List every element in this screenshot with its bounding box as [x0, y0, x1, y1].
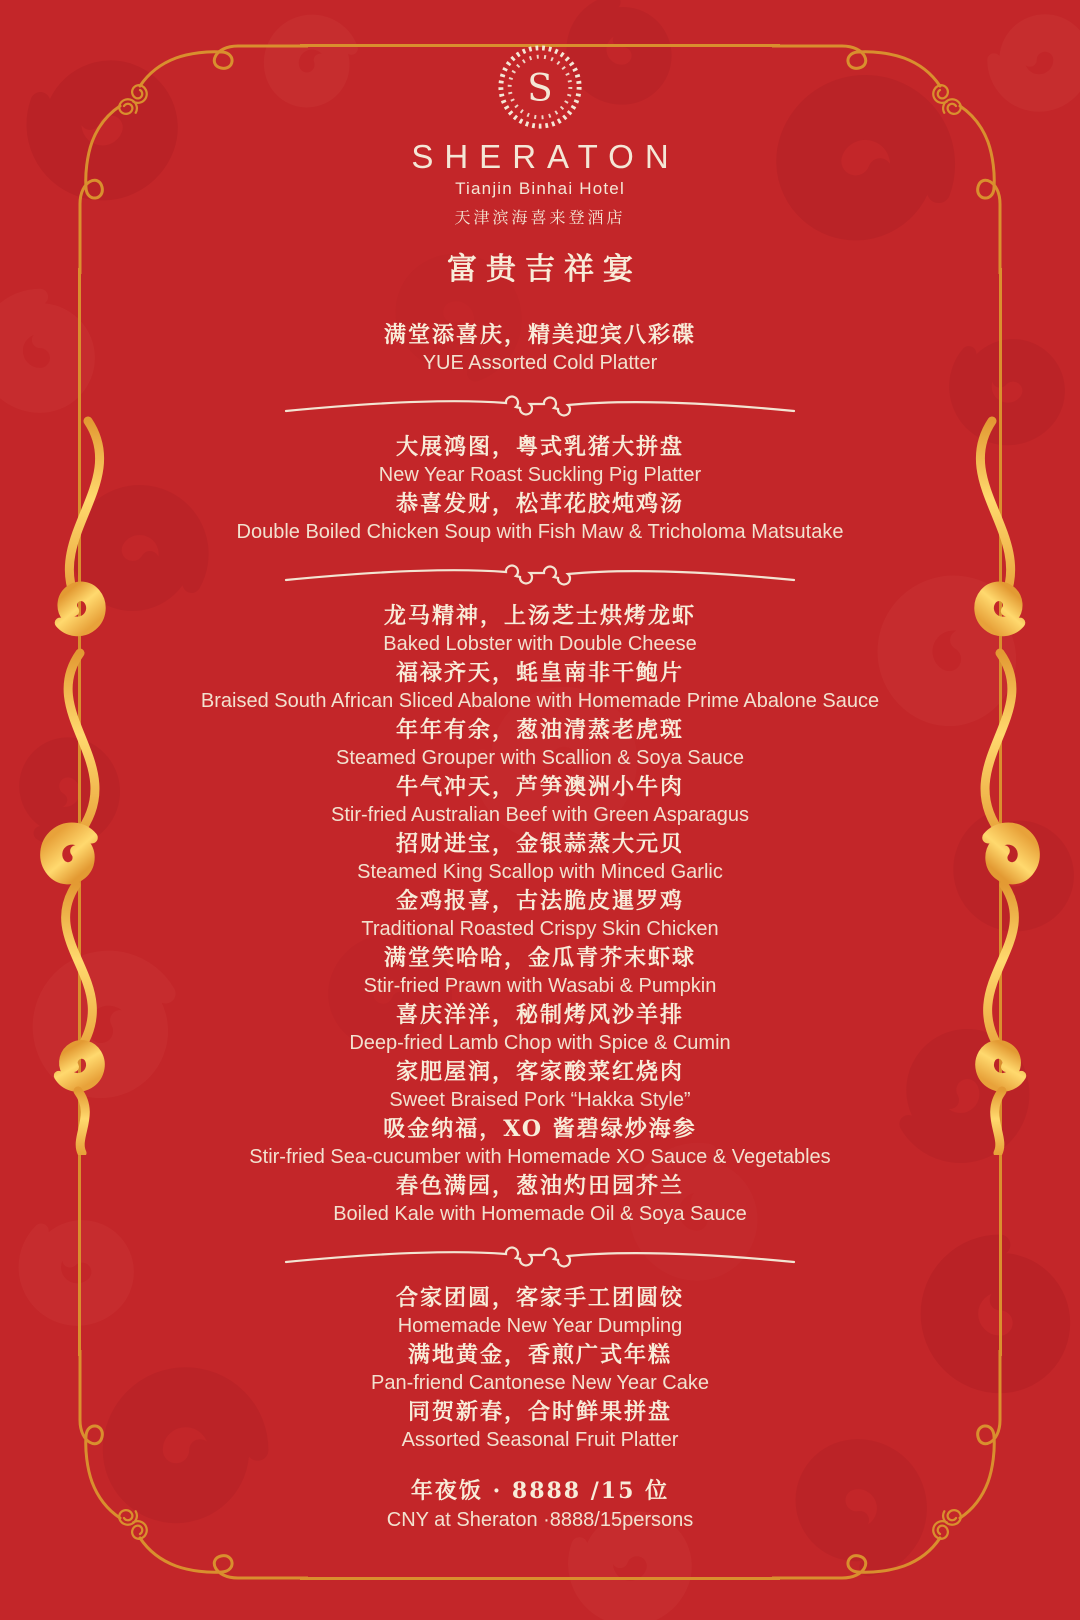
dish-item [201, 1171, 879, 1228]
dish-item [201, 715, 879, 772]
dish-item [201, 1340, 879, 1397]
dish-name-cn: 年年有余，葱油清蒸老虎斑 [395, 717, 684, 743]
sheraton-logo [495, 42, 585, 132]
dish-name-cn: 招财进宝，金银蒜蒸大元贝 [395, 831, 684, 857]
dish-name-en: Double Boiled Chicken Soup with Fish Maw & Tricholoma Matsutake [236, 521, 844, 543]
dish-name-en: Homemade New Year Dumpling [397, 1315, 683, 1337]
dish-name-cn: 福禄齐天，蚝皇南非干鲍片 [395, 660, 684, 686]
banquet-title: 富贵吉祥宴 [447, 252, 642, 287]
dish-name-en: Sweet Braised Pork “Hakka Style” [389, 1089, 691, 1111]
dish-name-en: Boiled Kale with Homemade Oil & Soya Sauce [333, 1203, 747, 1225]
dish-item [201, 886, 879, 943]
dish-name-en: Stir-fried Prawn with Wasabi & Pumpkin [363, 975, 717, 997]
dish-name-en: Baked Lobster with Double Cheese [383, 633, 697, 655]
dish-name-cn: 龙马精神，上汤芝士烘烤龙虾 [383, 603, 696, 629]
dish-item [201, 772, 879, 829]
dish-name-cn: 牛气冲天，芦笋澳洲小牛肉 [395, 774, 684, 800]
dish-item [201, 489, 879, 546]
dish-item [201, 829, 879, 886]
menu-section-cold-platter [201, 320, 879, 377]
dish-item [201, 943, 879, 1000]
dish-name-en: YUE Assorted Cold Platter [422, 352, 658, 374]
dish-name-cn: 同贺新春，合时鲜果拼盘 [407, 1399, 672, 1425]
dish-name-cn: 大展鸿图，粤式乳猪大拼盘 [395, 434, 684, 460]
dish-item [201, 1000, 879, 1057]
dish-name-en: Steamed Grouper with Scallion & Soya Sauce [336, 747, 744, 769]
dish-name-cn: 满地黄金，香煎广式年糕 [407, 1342, 672, 1368]
menu-section-roast-and-soup [201, 432, 879, 546]
divider-flourish-icon [280, 559, 800, 587]
dish-name-en: Stir-fried Australian Beef with Green Asparagus [331, 804, 749, 826]
dish-item [201, 320, 879, 377]
dish-item [201, 1057, 879, 1114]
dish-item [201, 1397, 879, 1454]
dish-name-cn: 恭喜发财，松茸花胶炖鸡汤 [395, 491, 684, 517]
menu-body [201, 320, 879, 1454]
dish-item [201, 1283, 879, 1340]
dish-name-cn: 合家团圆，客家手工团圆饺 [395, 1285, 684, 1311]
dish-name-en: New Year Roast Suckling Pig Platter [378, 464, 702, 486]
dish-name-cn: 满堂添喜庆，精美迎宾八彩碟 [383, 322, 696, 348]
hotel-name-cn: 天津滨海喜来登酒店 [454, 208, 626, 227]
dish-item [201, 658, 879, 715]
dish-name-cn: 喜庆洋洋，秘制烤风沙羊排 [395, 1002, 684, 1028]
dish-name-en: Traditional Roasted Crispy Skin Chicken [361, 918, 719, 940]
price-line-cn: 年夜饭 · 8888 /15 位 [410, 1478, 670, 1504]
hotel-name-en: Tianjin Binhai Hotel [455, 179, 625, 198]
dish-name-cn: 家肥屋润，客家酸菜红烧肉 [395, 1059, 684, 1085]
price-line-en: CNY at Sheraton ·8888/15persons [386, 1509, 694, 1531]
dish-name-cn: 吸金纳福，XO 酱碧绿炒海参 [383, 1116, 697, 1142]
menu-section-desserts [201, 1283, 879, 1454]
brand-name: SHERATON [411, 138, 680, 175]
dish-item [201, 432, 879, 489]
logo-letter: S [527, 65, 553, 110]
dish-name-en: Deep-fried Lamb Chop with Spice & Cumin [349, 1032, 731, 1054]
menu-section-main-courses [201, 601, 879, 1228]
dish-item [201, 1114, 879, 1171]
dish-name-en: Steamed King Scallop with Minced Garlic [357, 861, 723, 883]
dish-item [201, 601, 879, 658]
dish-name-en: Stir-fried Sea-cucumber with Homemade XO Sauce & Vegetables [249, 1146, 831, 1168]
dish-name-cn: 春色满园，葱油灼田园芥兰 [395, 1173, 684, 1199]
dish-name-en: Braised South African Sliced Abalone with Homemade Prime Abalone Sauce [200, 690, 880, 712]
divider-flourish-icon [280, 1241, 800, 1269]
divider-flourish-icon [280, 390, 800, 418]
dish-name-en: Assorted Seasonal Fruit Platter [401, 1429, 679, 1451]
dish-name-en: Pan-friend Cantonese New Year Cake [371, 1372, 709, 1394]
dish-name-cn: 满堂笑哈哈，金瓜青芥末虾球 [383, 945, 696, 971]
dish-name-cn: 金鸡报喜，古法脆皮暹罗鸡 [395, 888, 684, 914]
